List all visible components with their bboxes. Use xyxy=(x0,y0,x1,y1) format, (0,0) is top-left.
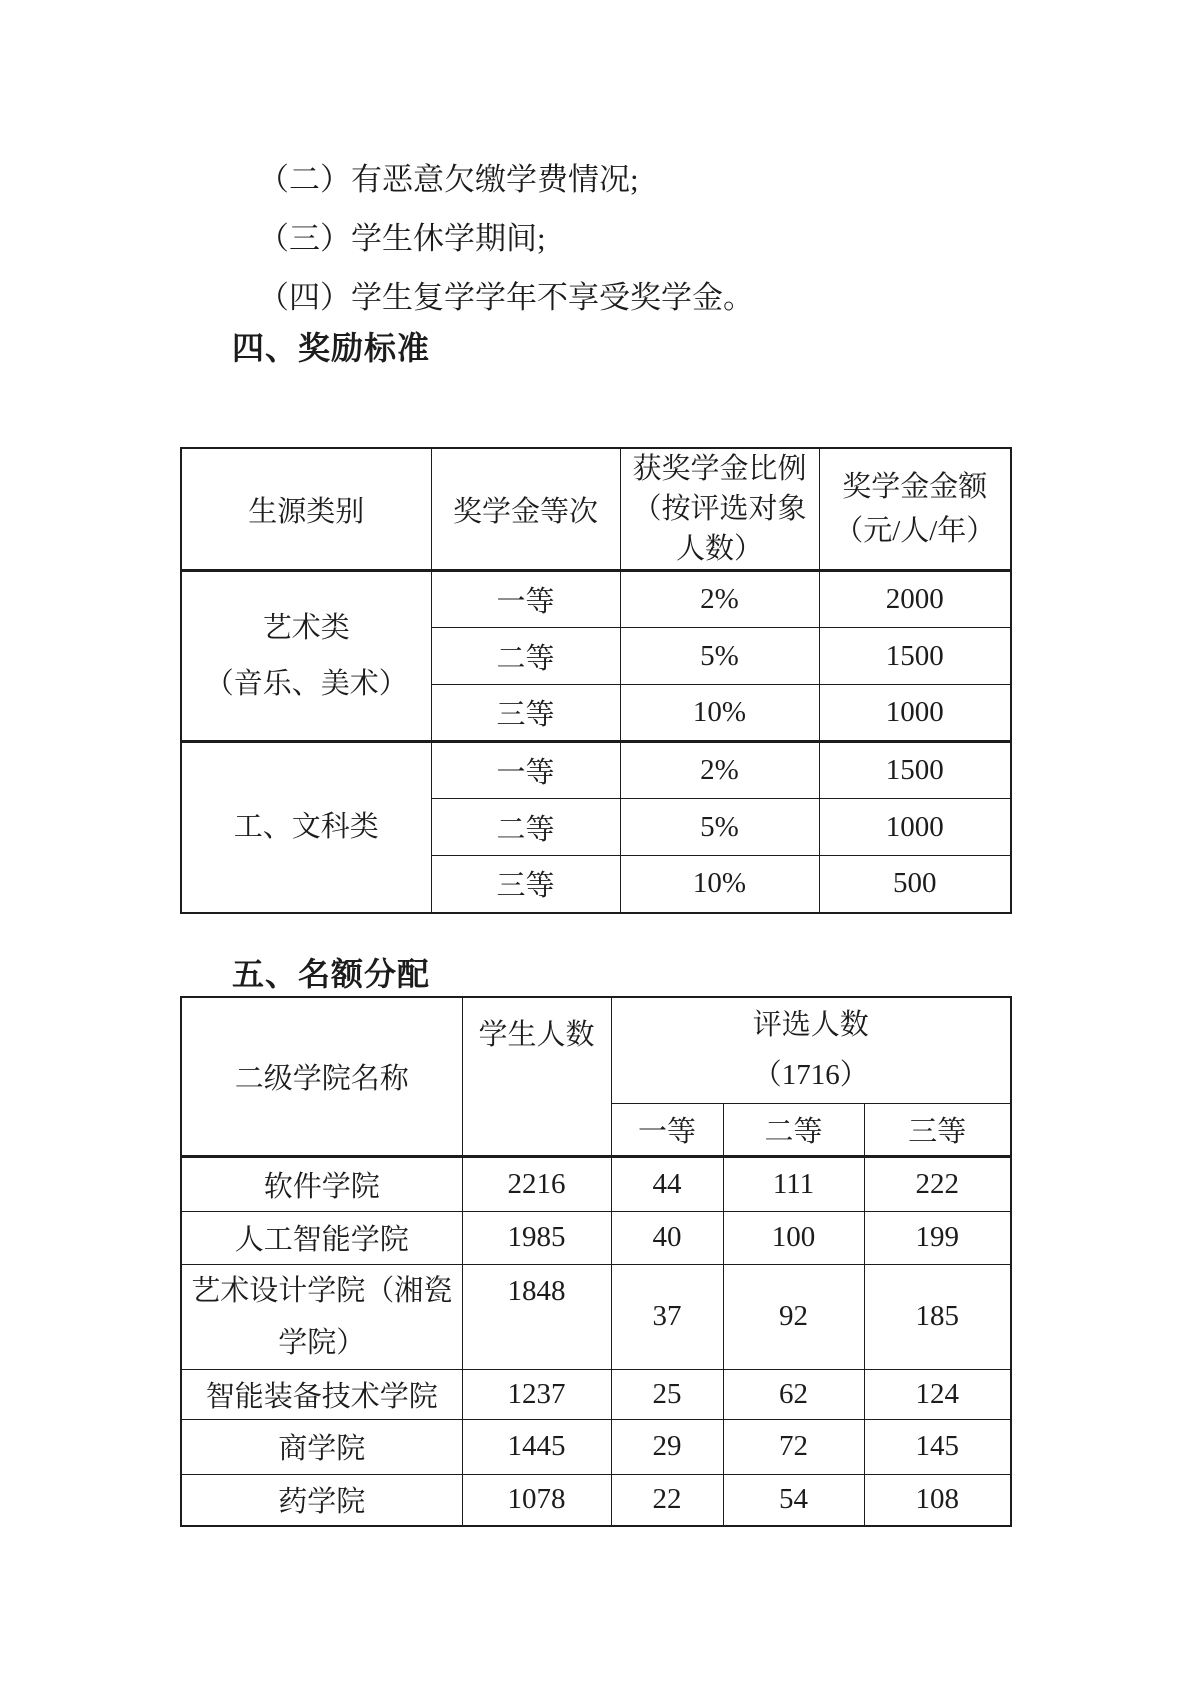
cell-amount: 1000 xyxy=(819,685,1011,742)
cell-college: 药学院 xyxy=(181,1474,462,1526)
cell-grade: 二等 xyxy=(431,628,620,685)
cell-second: 72 xyxy=(723,1419,864,1474)
section-heading-reward-standard: 四、奖励标准 xyxy=(232,330,431,366)
header-line: （1716） xyxy=(752,1059,869,1092)
cell-college: 软件学院 xyxy=(181,1156,462,1211)
header-cell-third-grade: 三等 xyxy=(864,1103,1011,1156)
header-cell-source-category: 生源类别 xyxy=(181,448,431,571)
cell-grade: 二等 xyxy=(431,799,620,856)
cell-students: 1985 xyxy=(462,1211,611,1264)
table-row xyxy=(181,1264,1011,1369)
cell-third: 222 xyxy=(864,1156,1011,1211)
paragraph-line: （二）有恶意欠缴学费情况; xyxy=(258,162,639,197)
paragraph-line: （四）学生复学学年不享受奖学金。 xyxy=(258,280,754,315)
cell-third: 185 xyxy=(864,1264,1011,1369)
header-line: 评选人数 xyxy=(752,1009,869,1042)
cell-second: 62 xyxy=(723,1369,864,1419)
header-cell-amount xyxy=(819,448,1011,571)
cell-grade: 一等 xyxy=(431,742,620,799)
category-line: 艺术类 xyxy=(262,612,350,644)
cell-grade: 三等 xyxy=(431,856,620,913)
cell-first: 37 xyxy=(611,1264,723,1369)
header-cell-second-grade: 二等 xyxy=(723,1103,864,1156)
cell-grade: 一等 xyxy=(431,571,620,628)
table-row xyxy=(181,571,1011,628)
header-line: （按评选对象 xyxy=(632,493,807,525)
cell-college: 艺术设计学院（湘瓷学院） xyxy=(181,1264,462,1369)
header-cell-ratio xyxy=(620,448,819,571)
cell-ratio: 2% xyxy=(620,742,819,799)
cell-category-engineering-liberal xyxy=(181,742,431,913)
cell-category-art xyxy=(181,571,431,742)
cell-amount: 500 xyxy=(819,856,1011,913)
header-cell-first-grade: 一等 xyxy=(611,1103,723,1156)
cell-amount: 1500 xyxy=(819,628,1011,685)
table-row xyxy=(181,1369,1011,1419)
cell-students: 1237 xyxy=(462,1369,611,1419)
cell-ratio: 5% xyxy=(620,799,819,856)
header-line: 奖学金金额 xyxy=(842,471,988,503)
cell-second: 92 xyxy=(723,1264,864,1369)
quota-allocation-table xyxy=(180,996,1012,1527)
cell-third: 108 xyxy=(864,1474,1011,1526)
cell-first: 22 xyxy=(611,1474,723,1526)
cell-first: 40 xyxy=(611,1211,723,1264)
cell-students: 1848 xyxy=(462,1264,611,1369)
cell-first: 25 xyxy=(611,1369,723,1419)
category-line: （音乐、美术） xyxy=(204,668,408,700)
reward-standard-table xyxy=(180,447,1012,914)
cell-amount: 1500 xyxy=(819,742,1011,799)
section-heading-quota-allocation: 五、名额分配 xyxy=(232,956,431,992)
cell-third: 124 xyxy=(864,1369,1011,1419)
cell-second: 100 xyxy=(723,1211,864,1264)
header-cell-college-name: 二级学院名称 xyxy=(181,997,462,1156)
table-row xyxy=(181,1474,1011,1526)
header-row xyxy=(181,997,1011,1103)
body-paragraphs xyxy=(258,150,754,327)
header-cell-student-count: 学生人数 xyxy=(462,997,611,1156)
table-row xyxy=(181,1156,1011,1211)
cell-ratio: 10% xyxy=(620,856,819,913)
table-row xyxy=(181,1211,1011,1264)
cell-third: 145 xyxy=(864,1419,1011,1474)
header-line: （元/人/年） xyxy=(834,515,996,547)
cell-amount: 1000 xyxy=(819,799,1011,856)
table-row xyxy=(181,742,1011,799)
header-line: 人数） xyxy=(675,533,763,565)
cell-second: 54 xyxy=(723,1474,864,1526)
cell-ratio: 5% xyxy=(620,628,819,685)
cell-second: 111 xyxy=(723,1156,864,1211)
table-row xyxy=(181,1419,1011,1474)
cell-first: 44 xyxy=(611,1156,723,1211)
cell-first: 29 xyxy=(611,1419,723,1474)
cell-students: 1078 xyxy=(462,1474,611,1526)
header-line: 获奖学金比例 xyxy=(632,453,807,485)
cell-ratio: 2% xyxy=(620,571,819,628)
category-line: 工、文科类 xyxy=(233,811,379,844)
cell-students: 1445 xyxy=(462,1419,611,1474)
header-cell-scholarship-grade: 奖学金等次 xyxy=(431,448,620,571)
cell-students: 2216 xyxy=(462,1156,611,1211)
cell-college: 智能装备技术学院 xyxy=(181,1369,462,1419)
cell-grade: 三等 xyxy=(431,685,620,742)
cell-ratio: 10% xyxy=(620,685,819,742)
cell-college: 人工智能学院 xyxy=(181,1211,462,1264)
paragraph-line: （三）学生休学期间; xyxy=(258,221,546,256)
cell-college: 商学院 xyxy=(181,1419,462,1474)
header-row xyxy=(181,448,1011,571)
cell-third: 199 xyxy=(864,1211,1011,1264)
header-cell-selection-count xyxy=(611,997,1011,1103)
cell-amount: 2000 xyxy=(819,571,1011,628)
